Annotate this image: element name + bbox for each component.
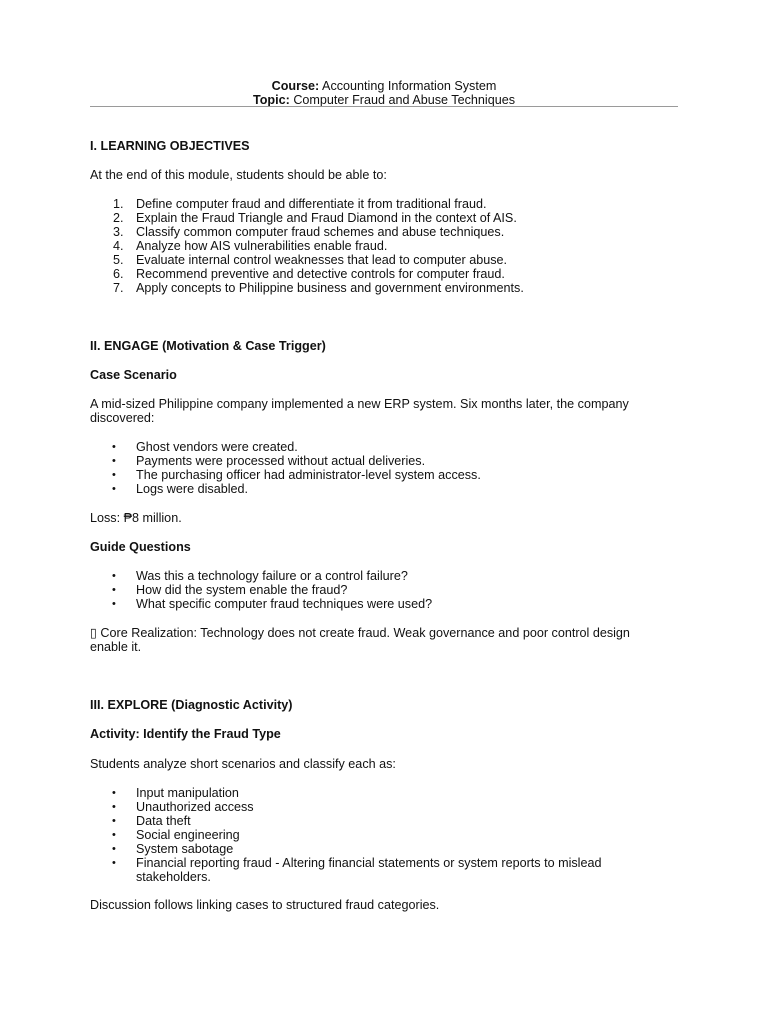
- list-text: Recommend preventive and detective controls for computer fraud.: [136, 267, 505, 281]
- topic-label: Topic:: [252, 93, 290, 107]
- guide-questions-list: [90, 569, 432, 611]
- list-text: Financial reporting fraud - Altering financial statements or system reports to mislead stakeholders.: [136, 856, 602, 884]
- list-item: [90, 197, 524, 211]
- bullet: •: [112, 815, 116, 827]
- course-line: [90, 79, 678, 93]
- bullet: •: [112, 857, 116, 869]
- objectives-list: [90, 197, 524, 295]
- loss-amount: Loss: ₱8 million.: [90, 511, 182, 525]
- list-number: 3.: [113, 225, 124, 239]
- case-scenario-title: Case Scenario: [90, 368, 177, 382]
- list-text: Classify common computer fraud schemes and abuse techniques.: [136, 225, 505, 239]
- list-text: What specific computer fraud techniques were used?: [136, 597, 433, 611]
- document-header: [90, 79, 678, 107]
- case-bullets: [90, 440, 481, 496]
- section-title-learning-objectives: I. LEARNING OBJECTIVES: [90, 139, 250, 153]
- list-item: [90, 786, 678, 800]
- list-text: System sabotage: [136, 842, 234, 856]
- list-text: The purchasing officer had administrator-level system access.: [136, 468, 481, 482]
- case-scenario-text: A mid-sized Philippine company implemented a new ERP system. Six months later, the company discovered:: [90, 397, 629, 425]
- list-text: Evaluate internal control weaknesses that lead to computer abuse.: [136, 253, 508, 267]
- list-text: How did the system enable the fraud?: [136, 583, 348, 597]
- bullet: •: [112, 787, 116, 799]
- bullet: •: [112, 570, 116, 582]
- topic-value: Computer Fraud and Abuse Techniques: [293, 93, 516, 107]
- list-item: [90, 239, 524, 253]
- list-number: 4.: [113, 239, 124, 253]
- guide-questions-title: Guide Questions: [90, 540, 191, 554]
- list-text: Ghost vendors were created.: [136, 440, 298, 454]
- bullet: •: [112, 598, 116, 610]
- list-text: Unauthorized access: [136, 800, 254, 814]
- list-text: Was this a technology failure or a control failure?: [136, 569, 408, 583]
- list-text: Social engineering: [136, 828, 240, 842]
- list-item: [90, 856, 678, 884]
- list-number: 5.: [113, 253, 124, 267]
- list-number: 2.: [113, 211, 124, 225]
- bullet: •: [112, 469, 116, 481]
- bullet: •: [112, 483, 116, 495]
- list-item: [90, 597, 432, 611]
- section-title-engage: II. ENGAGE (Motivation & Case Trigger): [90, 339, 326, 353]
- list-text: Data theft: [136, 814, 191, 828]
- list-item: [90, 800, 678, 814]
- fraud-type-list: [90, 786, 678, 884]
- topic-line: [90, 93, 678, 107]
- list-item: [90, 440, 481, 454]
- list-item: [90, 842, 678, 856]
- list-item: [90, 583, 432, 597]
- list-text: Payments were processed without actual deliveries.: [136, 454, 426, 468]
- header-divider: [90, 106, 678, 107]
- list-item: [90, 468, 481, 482]
- list-item: [90, 267, 524, 281]
- list-item: [90, 225, 524, 239]
- bullet: •: [112, 441, 116, 453]
- list-item: [90, 482, 481, 496]
- list-number: 7.: [113, 281, 124, 295]
- list-item: [90, 253, 524, 267]
- list-text: Analyze how AIS vulnerabilities enable fraud.: [136, 239, 388, 253]
- list-item: [90, 281, 524, 295]
- list-number: 1.: [113, 197, 124, 211]
- bullet: •: [112, 829, 116, 841]
- activity-intro: Students analyze short scenarios and classify each as:: [90, 757, 396, 771]
- list-item: [90, 814, 678, 828]
- list-item: [90, 569, 432, 583]
- objectives-intro: At the end of this module, students should be able to:: [90, 168, 387, 182]
- list-item: [90, 211, 524, 225]
- list-text: Input manipulation: [136, 786, 239, 800]
- list-text: Apply concepts to Philippine business and government environments.: [136, 281, 524, 295]
- discussion-note: Discussion follows linking cases to structured fraud categories.: [90, 898, 440, 912]
- activity-title: Activity: Identify the Fraud Type: [90, 727, 281, 741]
- list-number: 6.: [113, 267, 124, 281]
- course-label: Course:: [271, 79, 320, 93]
- section-title-explore: III. EXPLORE (Diagnostic Activity): [90, 698, 293, 712]
- course-value: Accounting Information System: [322, 79, 497, 93]
- list-item: [90, 828, 678, 842]
- bullet: •: [112, 584, 116, 596]
- bullet: •: [112, 843, 116, 855]
- bullet: •: [112, 801, 116, 813]
- bullet: •: [112, 455, 116, 467]
- list-text: Explain the Fraud Triangle and Fraud Diamond in the context of AIS.: [136, 211, 517, 225]
- list-text: Define computer fraud and differentiate it from traditional fraud.: [136, 197, 487, 211]
- list-text: Logs were disabled.: [136, 482, 249, 496]
- list-item: [90, 454, 481, 468]
- core-realization: ▯ Core Realization: Technology does not create fraud. Weak governance and poor control design enable it.: [90, 626, 630, 654]
